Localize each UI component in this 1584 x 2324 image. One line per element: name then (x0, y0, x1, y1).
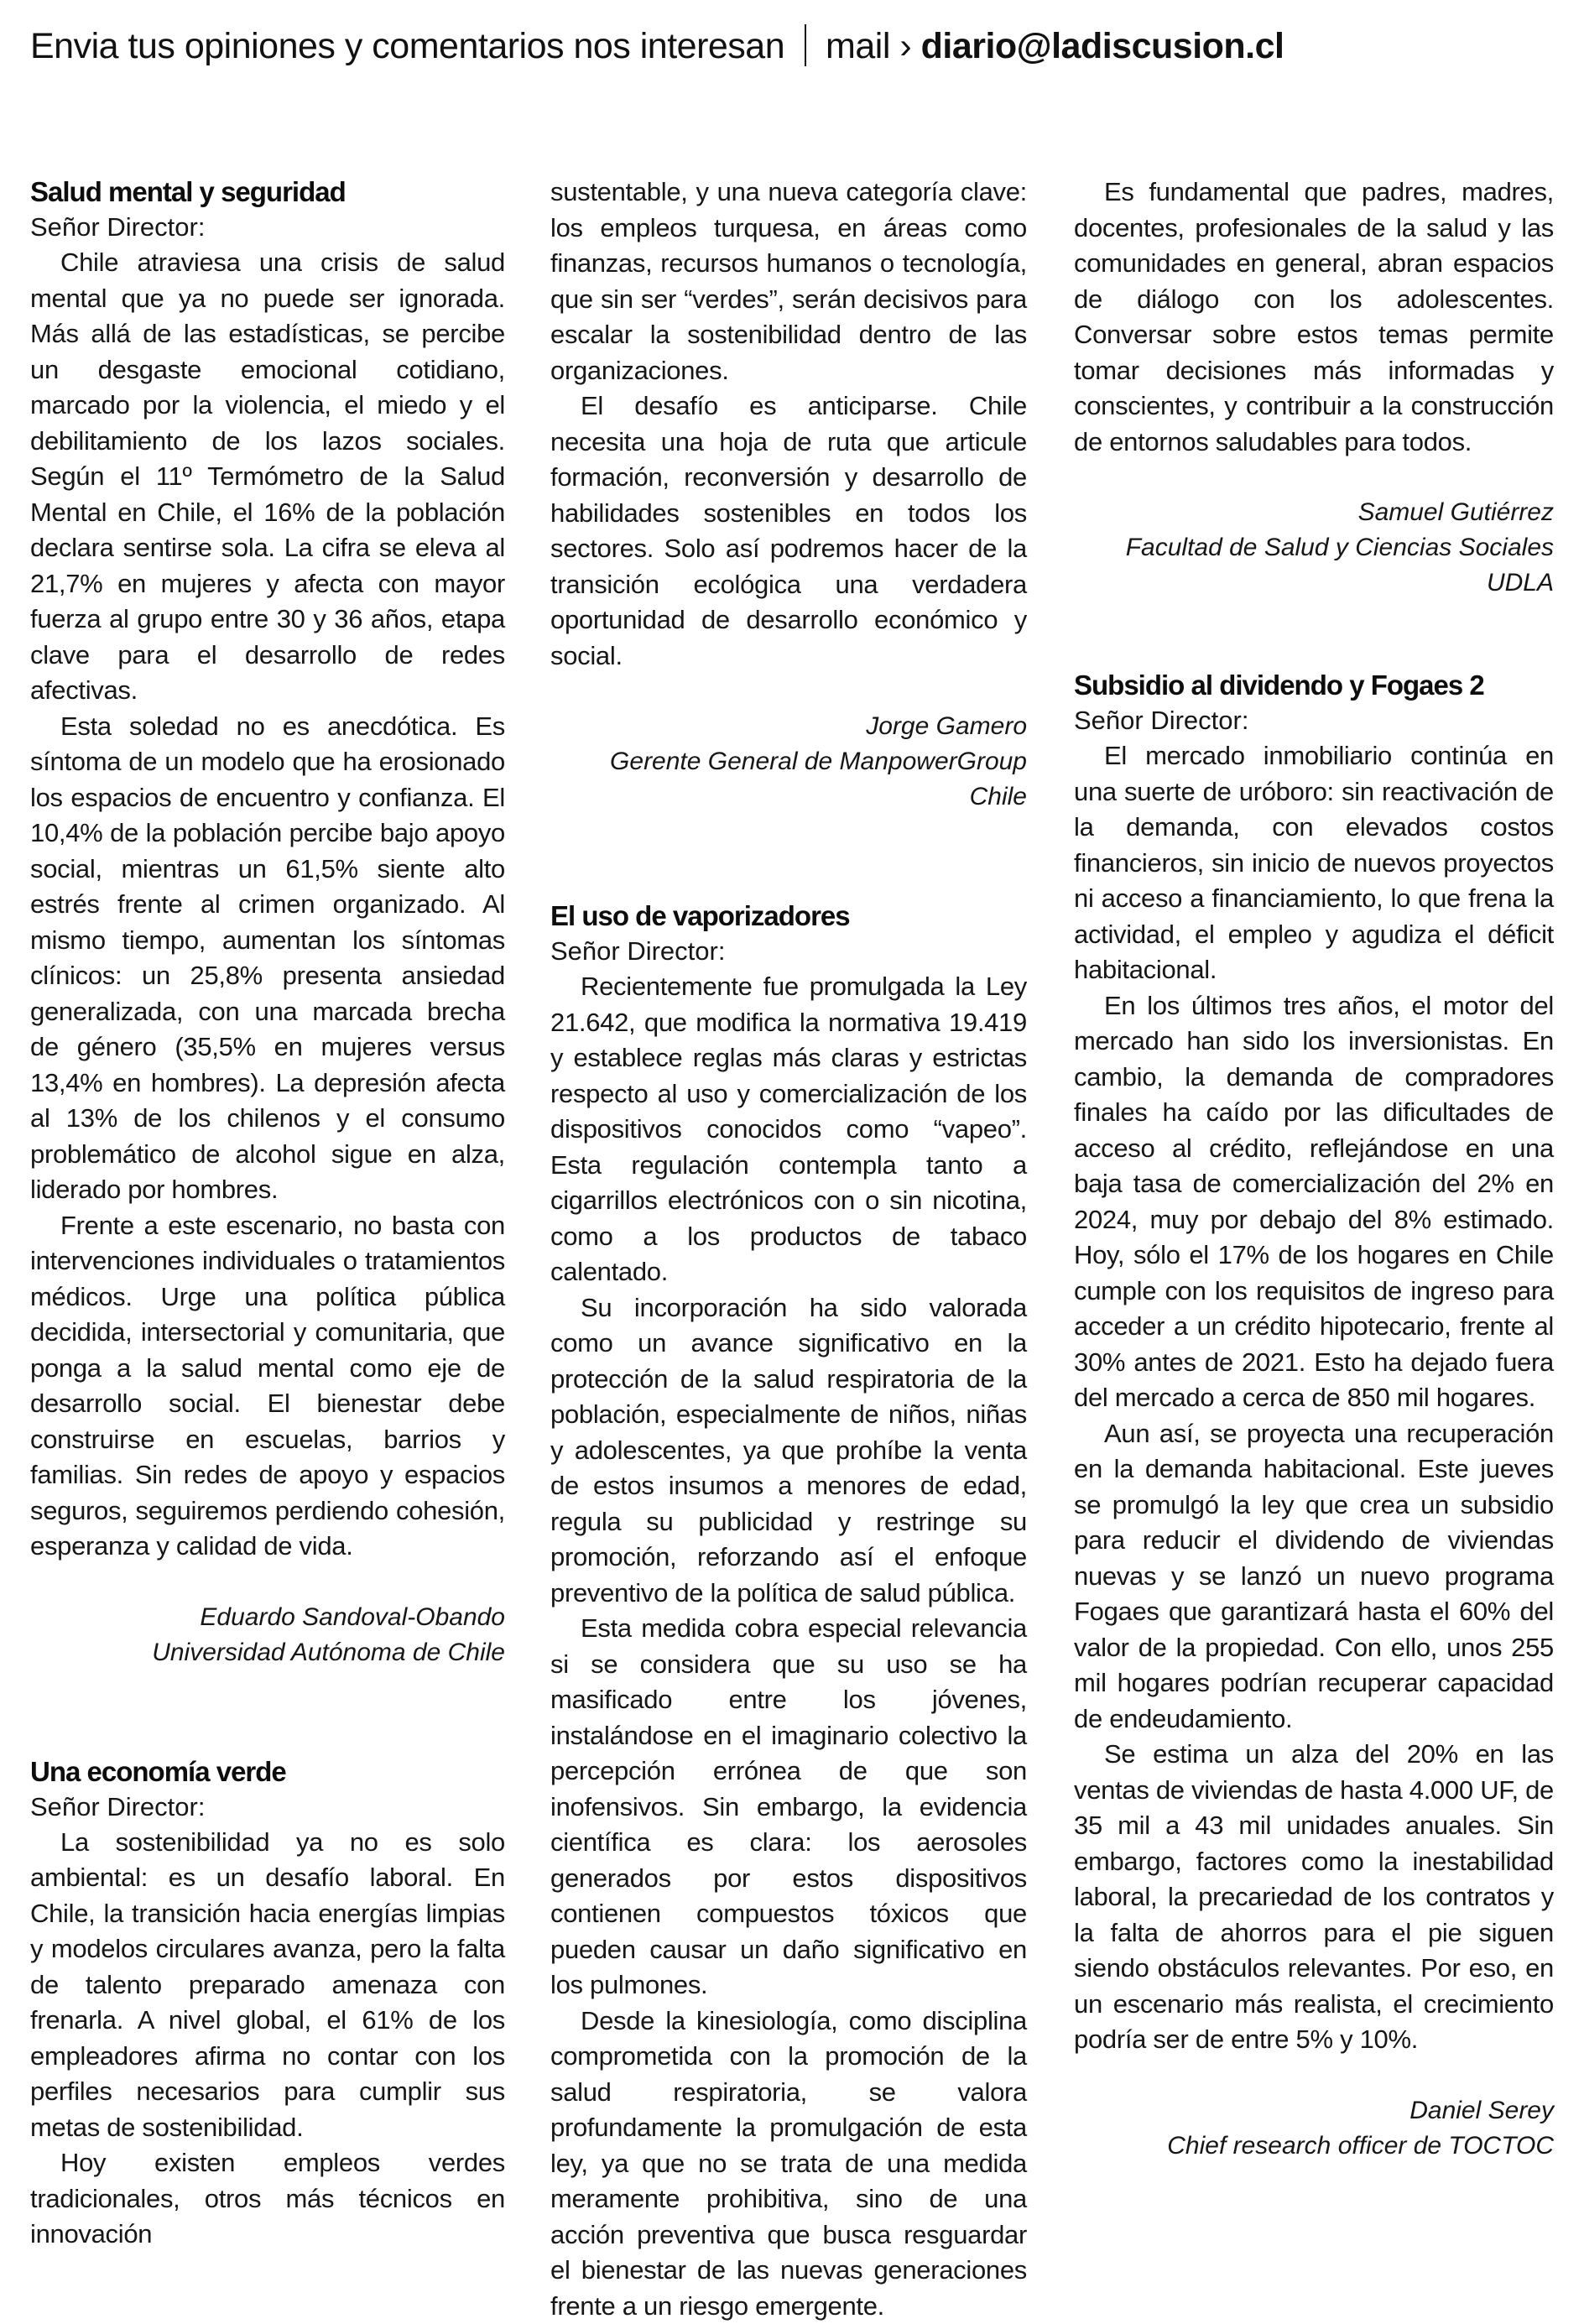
letter-paragraph: Su incorporación ha sido valorada como un avance significativo en la protección de la salud respiratoria de la población, especialmente de niños, niñas y adolescentes, ya que prohíbe la venta de estos insumos a menores de edad, regula su publicidad y restringe su promoción, reforzando así el enfoque preventivo de la política de salud pública. (550, 1290, 1027, 1612)
letter-paragraph: El desafío es anticiparse. Chile necesita una hoja de ruta que articule formación, reconversión y desarrollo de habilidades sostenibles en todos los sectores. Solo así podremos hacer de la transición ecológica una verdadera oportunidad de desarrollo económico y social. (550, 388, 1027, 674)
column-1 (30, 175, 505, 2253)
column-3 (1074, 175, 1554, 2164)
signature-name: Samuel Gutiérrez (1074, 495, 1554, 530)
header-divider (805, 24, 806, 66)
letter-paragraph: Frente a este escenario, no basta con intervenciones individuales o tratamientos médicos. Urge una política pública decidida, intersectorial y comunitaria, que ponga a la salud mental como eje de desarrollo social. El bienestar debe construirse en escuelas, barrios y familias. Sin redes de apoyo y espacios seguros, seguiremos perdiendo cohesión, esperanza y calidad de vida. (30, 1208, 505, 1565)
letter-paragraph: Es fundamental que padres, madres, docentes, profesionales de la salud y las comunidades en general, abran espacios de diálogo con los adolescentes. Conversar sobre estos temas permite tomar decisiones más informadas y conscientes, y contribuir a la construcción de entornos saludables para todos. (1074, 175, 1554, 460)
letter-vaporizadores-continued (1074, 175, 1554, 601)
signature-affiliation: Chief research officer de TOCTOC (1074, 2129, 1554, 2164)
header-email-link[interactable]: diario@ladiscusion.cl (921, 26, 1284, 66)
letter-paragraph: sustentable, y una nueva categoría clave: los empleos turquesa, en áreas como finanzas, recursos humanos o tecnología, que sin ser “verdes”, serán decisivos para escalar la sostenibilidad dentro de las organizaciones. (550, 175, 1027, 388)
letter-salutation: Señor Director: (30, 1790, 505, 1825)
letter-salutation: Señor Director: (1074, 703, 1554, 738)
letter-signature (1074, 2093, 1554, 2164)
letter-paragraph: Se estima un alza del 20% en las ventas de viviendas de hasta 4.000 UF, de 35 mil a 43 mil unidades anuales. Sin embargo, factores como la inestabilidad laboral, la precariedad de los contratos y la falta de ahorros para el pie siguen siendo obstáculos relevantes. Por eso, en un escenario más realista, el crecimiento podría ser de entre 5% y 10%. (1074, 1737, 1554, 2058)
letter-salutation: Señor Director: (550, 934, 1027, 969)
page-header (30, 22, 1284, 70)
letter-paragraph: Hoy existen empleos verdes tradicionales, otros más técnicos en innovación (30, 2145, 505, 2253)
letter-paragraph: Chile atraviesa una crisis de salud mental que ya no puede ser ignorada. Más allá de las estadísticas, se percibe un desgaste emocional cotidiano, marcado por la violencia, el miedo y el debilitamiento de los lazos sociales. Según el 11º Termómetro de la Salud Mental en Chile, el 16% de la población declara sentirse sola. La cifra se eleva al 21,7% en mujeres y afecta con mayor fuerza al grupo entre 30 y 36 años, etapa clave para el desarrollo de redes afectivas. (30, 245, 505, 709)
letter-vaporizadores (550, 899, 1027, 2324)
letter-paragraph: Esta medida cobra especial relevancia si se considera que su uso se ha masificado entre los jóvenes, instalándose en el imaginario colectivo la percepción errónea de que son inofensivos. Sin embargo, la evidencia científica es clara: los aerosoles generados por estos dispositivos contienen compuestos tóxicos que pueden causar un daño significativo en los pulmones. (550, 1611, 1027, 2004)
letter-salutation: Señor Director: (30, 210, 505, 245)
letter-subsidio-dividendo (1074, 668, 1554, 2164)
letter-paragraph: El mercado inmobiliario continúa en una suerte de uróboro: sin reactivación de la demanda, con elevados costos financieros, sin inicio de nuevos proyectos ni acceso a financiamiento, lo que frena la actividad, el empleo y agudiza el déficit habitacional. (1074, 738, 1554, 988)
signature-name: Daniel Serey (1074, 2093, 1554, 2129)
letter-signature (550, 709, 1027, 815)
signature-affiliation: UDLA (1074, 565, 1554, 601)
letter-paragraph: Desde la kinesiología, como disciplina comprometida con la promoción de la salud respiratoria, se valora profundamente la promulgación de esta ley, ya que no se trata de una medida meramente prohibitiva, sino de una acción preventiva que busca resguardar el bienestar de las nuevas generaciones frente a un riesgo emergente. (550, 2004, 1027, 2324)
signature-affiliation: Facultad de Salud y Ciencias Sociales (1074, 530, 1554, 565)
letter-paragraph: La sostenibilidad ya no es solo ambiental: es un desafío laboral. En Chile, la transición hacia energías limpias y modelos circulares avanza, pero la falta de talento preparado amenaza con frenarla. A nivel global, el 61% de los empleadores afirma no contar con los perfiles necesarios para cumplir sus metas de sostenibilidad. (30, 1825, 505, 2146)
letter-signature (30, 1600, 505, 1670)
letter-salud-mental (30, 175, 505, 1670)
letter-paragraph: Recientemente fue promulgada la Ley 21.642, que modifica la normativa 19.419 y establece reglas más claras y estrictas respecto al uso y comercialización de los dispositivos conocidos como “vapeo”. Esta regulación contempla tanto a cigarrillos electrónicos con o sin nicotina, como a los productos de tabaco calentado. (550, 969, 1027, 1290)
signature-name: Jorge Gamero (550, 709, 1027, 744)
header-mail-label: mail › (826, 26, 911, 66)
letter-paragraph: En los últimos tres años, el motor del mercado han sido los inversionistas. En cambio, la demanda de compradores finales ha caído por las dificultades de acceso al crédito, reflejándose en una baja tasa de comercialización del 2% en 2024, muy por debajo del 8% estimado. Hoy, sólo el 17% de los hogares en Chile cumple con los requisitos de ingreso para acceder a un crédito hipotecario, frente al 30% antes de 2021. Esto ha dejado fuera del mercado a cerca de 850 mil hogares. (1074, 988, 1554, 1416)
letter-title: Una economía verde (30, 1754, 505, 1790)
letter-paragraph: Esta soledad no es anecdótica. Es síntoma de un modelo que ha erosionado los espacios de encuentro y confianza. El 10,4% de la población percibe bajo apoyo social, mientras un 61,5% siente alto estrés frente al crimen organizado. Al mismo tiempo, aumentan los síntomas clínicos: un 25,8% presenta ansiedad generalizada, con una marcada brecha de género (35,5% en mujeres versus 13,4% en hombres). La depresión afecta al 13% de los chilenos y el consumo problemático de alcohol sigue en alza, liderado por hombres. (30, 709, 505, 1208)
signature-affiliation: Gerente General de ManpowerGroup (550, 744, 1027, 779)
header-prompt: Envia tus opiniones y comentarios nos interesan (30, 26, 784, 66)
letter-title: El uso de vaporizadores (550, 899, 1027, 934)
letter-title: Salud mental y seguridad (30, 175, 505, 210)
signature-affiliation: Chile (550, 779, 1027, 815)
letter-economia-verde-continued (550, 175, 1027, 815)
column-2 (550, 175, 1027, 2324)
letter-paragraph: Aun así, se proyecta una recuperación en la demanda habitacional. Este jueves se promulgó la ley que crea un subsidio para reducir el dividendo de viviendas nuevas y se lanzó un nuevo programa Fogaes que garantizará hasta el 60% del valor de la propiedad. Con ello, unos 255 mil hogares podrían recuperar capacidad de endeudamiento. (1074, 1416, 1554, 1738)
letter-title: Subsidio al dividendo y Fogaes 2 (1074, 668, 1554, 703)
letter-economia-verde (30, 1754, 505, 2253)
letter-signature (1074, 495, 1554, 601)
signature-name: Eduardo Sandoval-Obando (30, 1600, 505, 1635)
signature-affiliation: Universidad Autónoma de Chile (30, 1635, 505, 1670)
